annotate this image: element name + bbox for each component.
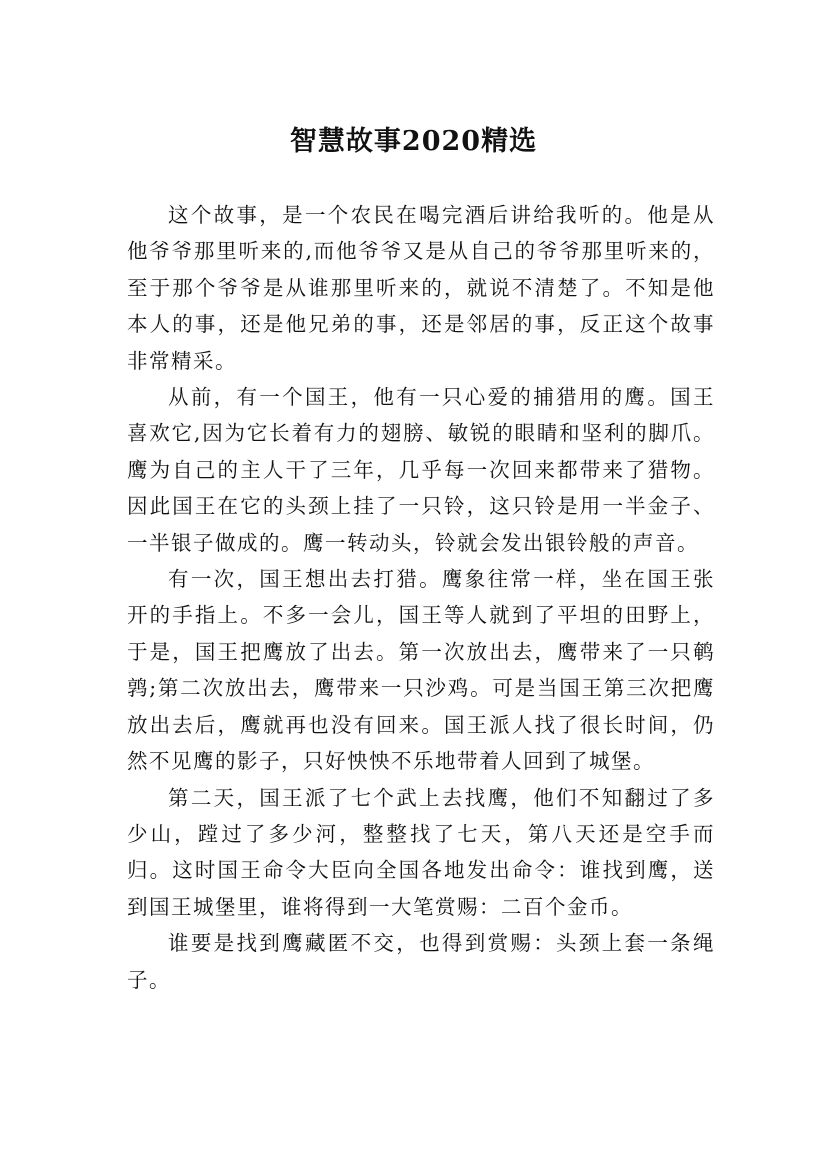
paragraph: 第二天，国王派了七个武上去找鹰，他们不知翻过了多少山，蹚过了多少河，整整找了七天，第八天还是空手而归。这时国王命令大臣向全国各地发出命令：谁找到鹰，送到国王城堡里，谁将得到一大笔赏赐：二百个金币。 (127, 785, 715, 919)
paragraph: 这个故事，是一个农民在喝完酒后讲给我听的。他是从他爷爷那里听来的,而他爷爷又是从自己的爷爷那里听来的，至于那个爷爷是从谁那里听来的，就说不清楚了。不知是他本人的事，还是他兄弟的事，还是邻居的事，反正这个故事非常精采。 (127, 203, 715, 373)
paragraph: 从前，有一个国王，他有一只心爱的捕猎用的鹰。国王喜欢它,因为它长着有力的翅膀、敏锐的眼睛和坚利的脚爪。鹰为自己的主人干了三年，几乎每一次回来都带来了猎物。因此国王在它的头颈上挂了一只铃，这只铃是用一半金子、一半银子做成的。鹰一转动头，铃就会发出银铃般的声音。 (127, 385, 715, 555)
paragraph: 谁要是找到鹰藏匿不交，也得到赏赐：头颈上套一条绳子。 (127, 931, 715, 992)
page-title: 智慧故事2020精选 (289, 126, 538, 158)
story-body (127, 197, 715, 998)
paragraph: 有一次，国王想出去打猎。鹰象往常一样，坐在国王张开的手指上。不多一会儿，国王等人就到了平坦的田野上，于是，国王把鹰放了出去。第一次放出去，鹰带来了一只鹌鹑;第二次放出去，鹰带来一只沙鸡。可是当国王第三次把鹰放出去后，鹰就再也没有回来。国王派人找了很长时间，仍然不见鹰的影子，只好怏怏不乐地带着人回到了城堡。 (127, 567, 715, 774)
